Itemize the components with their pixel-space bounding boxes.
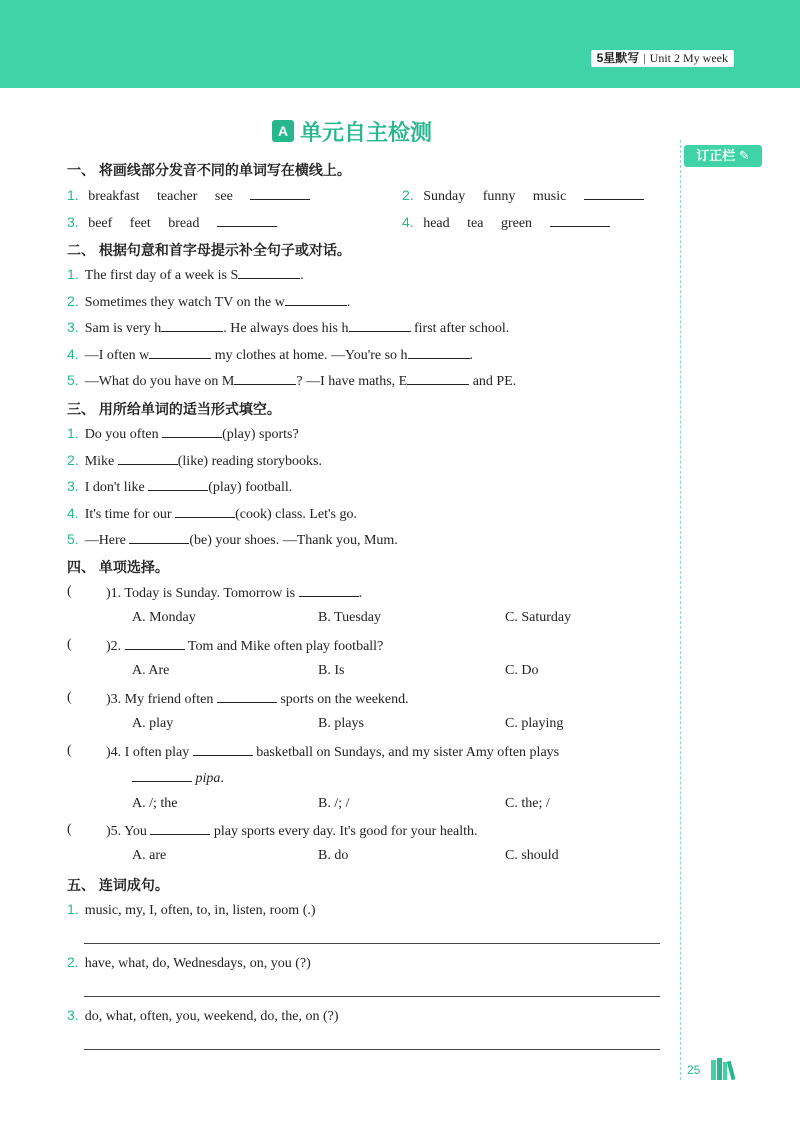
answer-paren[interactable]: (	[67, 637, 72, 652]
question-number: 2.	[67, 452, 79, 468]
word: music	[532, 189, 567, 204]
s3-q1	[67, 425, 299, 443]
question-text: .	[469, 348, 474, 363]
option-c[interactable]: C. should	[505, 848, 559, 863]
answer-blank[interactable]	[149, 346, 211, 359]
answer-line[interactable]	[84, 996, 660, 997]
question-text: do, what, often, you, weekend, do, the, on (?)	[84, 1009, 339, 1024]
correction-label: 订正栏	[696, 148, 736, 163]
word: green	[500, 216, 533, 231]
s2-q1	[67, 266, 304, 284]
s1-q3	[67, 214, 277, 232]
pencil-icon: ✎	[738, 148, 750, 163]
option-a[interactable]: A. are	[132, 848, 167, 863]
s4-q4	[106, 743, 559, 761]
s5-q1	[67, 901, 316, 919]
question-text: My friend often	[124, 692, 214, 707]
answer-blank[interactable]	[408, 346, 470, 359]
question-number: )3.	[106, 692, 122, 707]
option-b[interactable]: B. Tuesday	[318, 610, 382, 625]
question-number: )2.	[106, 639, 122, 654]
question-text: You	[124, 824, 147, 839]
word: breakfast	[88, 189, 140, 204]
answer-paren[interactable]: (	[67, 690, 72, 705]
option-b[interactable]: B. do	[318, 848, 349, 863]
question-number: 4.	[402, 214, 414, 230]
section-heading-4: 四、 单项选择。	[67, 559, 169, 575]
answer-blank	[193, 743, 253, 756]
option-b[interactable]: B. Is	[318, 663, 345, 678]
question-text: . He always does his h	[223, 321, 349, 336]
option-a[interactable]: A. Are	[132, 663, 170, 678]
question-number: 3.	[67, 319, 79, 335]
question-text: .	[346, 295, 351, 310]
series-label: 5星默写	[596, 51, 640, 65]
s4-q1	[106, 584, 362, 602]
word: feet	[129, 216, 151, 231]
s3-q5	[67, 531, 398, 549]
question-text: ? —I have maths, E	[296, 374, 408, 389]
question-text: I often play	[124, 745, 190, 760]
word: tea	[467, 216, 484, 231]
word: funny	[482, 189, 516, 204]
question-text: (play) sports?	[222, 427, 299, 442]
question-number: 2.	[67, 954, 79, 970]
answer-blank[interactable]	[349, 319, 411, 332]
question-text: (cook) class. Let's go.	[235, 507, 357, 522]
question-number: 4.	[67, 505, 79, 521]
header-tag: 5星默写 | Unit 2 My week	[591, 50, 734, 67]
question-text: Mike	[84, 454, 115, 469]
option-a[interactable]: A. Monday	[132, 610, 196, 625]
question-text: my clothes at home. —You're so h	[214, 348, 408, 363]
title-badge-icon: A	[272, 120, 294, 142]
question-text: Today is Sunday. Tomorrow is	[124, 586, 296, 601]
title-text: 单元自主检测	[300, 119, 433, 145]
question-number: 2.	[402, 187, 414, 203]
answer-blank	[217, 690, 277, 703]
question-text: Sometimes they watch TV on the w	[84, 295, 285, 310]
s1-q4	[402, 214, 610, 232]
s4-q4-cont	[132, 769, 224, 787]
answer-blank[interactable]	[407, 372, 469, 385]
answer-blank[interactable]	[129, 531, 189, 544]
question-number: 1.	[67, 266, 79, 282]
s3-q4	[67, 505, 357, 523]
option-b[interactable]: B. /; /	[318, 796, 350, 811]
section-heading-3: 三、 用所给单词的适当形式填空。	[67, 401, 281, 417]
question-text: sports on the weekend.	[280, 692, 409, 707]
answer-blank[interactable]	[162, 425, 222, 438]
option-a[interactable]: A. play	[132, 716, 174, 731]
answer-blank[interactable]	[250, 187, 310, 200]
question-text: first after school.	[414, 321, 510, 336]
s1-q2	[402, 187, 644, 205]
option-c[interactable]: C. playing	[505, 716, 564, 731]
answer-blank[interactable]	[217, 214, 277, 227]
question-text: It's time for our	[84, 507, 172, 522]
page-title	[272, 116, 432, 146]
section-heading-1: 一、 将画线部分发音不同的单词写在横线上。	[67, 162, 351, 178]
unit-label: Unit 2 My week	[649, 51, 728, 65]
s4-q2	[106, 637, 383, 655]
word: teacher	[157, 189, 198, 204]
question-number: )1.	[106, 586, 122, 601]
correction-tab	[684, 145, 762, 167]
question-number: 3.	[67, 1007, 79, 1023]
question-text: play sports every day. It's good for your health.	[213, 824, 478, 839]
question-number: 1.	[67, 187, 79, 203]
answer-blank[interactable]	[161, 319, 223, 332]
word: beef	[88, 216, 113, 231]
option-c[interactable]: C. the; /	[505, 796, 550, 811]
word: Sunday	[423, 189, 466, 204]
question-number: 1.	[67, 901, 79, 917]
question-text: —Here	[84, 533, 126, 548]
answer-blank[interactable]	[175, 505, 235, 518]
question-text: pipa	[195, 771, 221, 786]
s5-q3	[67, 1007, 339, 1025]
answer-line[interactable]	[84, 1049, 660, 1050]
option-b[interactable]: B. plays	[318, 716, 364, 731]
s1-q1	[67, 187, 310, 205]
word: see	[214, 189, 233, 204]
question-number: 5.	[67, 372, 79, 388]
answer-paren[interactable]: (	[67, 584, 72, 599]
answer-paren[interactable]: (	[67, 743, 72, 758]
question-text: have, what, do, Wednesdays, on, you (?)	[84, 956, 311, 971]
s2-q2	[67, 293, 350, 311]
answer-blank[interactable]	[234, 372, 296, 385]
header-banner	[0, 0, 800, 88]
question-number: 4.	[67, 346, 79, 362]
answer-blank[interactable]	[238, 266, 300, 279]
question-text: .	[358, 586, 363, 601]
question-text: basketball on Sundays, and my sister Amy often plays	[256, 745, 560, 760]
page-number: 25	[687, 1063, 701, 1077]
word: head	[423, 216, 450, 231]
question-text: —What do you have on M	[84, 374, 235, 389]
question-text: .	[300, 268, 304, 283]
answer-blank	[125, 637, 185, 650]
question-text: music, my, I, often, to, in, listen, room (.)	[84, 903, 316, 918]
question-number: 1.	[67, 425, 79, 441]
s3-q2	[67, 452, 322, 470]
answer-blank[interactable]	[584, 187, 644, 200]
section-heading-2: 二、 根据句意和首字母提示补全句子或对话。	[67, 242, 351, 258]
question-number: 3.	[67, 214, 79, 230]
answer-blank	[150, 822, 210, 835]
question-text: Do you often	[84, 427, 159, 442]
question-text: .	[220, 771, 224, 786]
answer-blank[interactable]	[550, 214, 610, 227]
question-text: (like) reading storybooks.	[177, 454, 322, 469]
question-number: )4.	[106, 745, 122, 760]
s2-q5	[67, 372, 516, 390]
s2-q3	[67, 319, 509, 337]
answer-blank[interactable]	[285, 293, 347, 306]
option-c[interactable]: C. Saturday	[505, 610, 572, 625]
question-text: —I often w	[84, 348, 150, 363]
answer-paren[interactable]: (	[67, 822, 72, 837]
question-number: 5.	[67, 531, 79, 547]
s5-q2	[67, 954, 311, 972]
s2-q4	[67, 346, 473, 364]
answer-blank	[299, 584, 359, 597]
answer-blank[interactable]	[118, 452, 178, 465]
question-text: I don't like	[84, 480, 145, 495]
s4-q3	[106, 690, 409, 708]
books-icon	[711, 1058, 737, 1085]
question-text: The first day of a week is S	[84, 268, 239, 283]
question-text: (play) football.	[208, 480, 293, 495]
word: bread	[168, 216, 200, 231]
question-number: )5.	[106, 824, 122, 839]
question-number: 2.	[67, 293, 79, 309]
margin-divider	[680, 140, 682, 1080]
question-text: Tom and Mike often play football?	[187, 639, 384, 654]
section-heading-5: 五、 连词成句。	[67, 877, 169, 893]
s4-q5	[106, 822, 478, 840]
s3-q3	[67, 478, 292, 496]
question-text: (be) your shoes. —Thank you, Mum.	[189, 533, 398, 548]
option-a[interactable]: A. /; the	[132, 796, 178, 811]
answer-blank	[132, 769, 192, 782]
question-number: 3.	[67, 478, 79, 494]
answer-line[interactable]	[84, 943, 660, 944]
question-text: Sam is very h	[84, 321, 162, 336]
question-text: and PE.	[472, 374, 517, 389]
answer-blank[interactable]	[148, 478, 208, 491]
option-c[interactable]: C. Do	[505, 663, 539, 678]
